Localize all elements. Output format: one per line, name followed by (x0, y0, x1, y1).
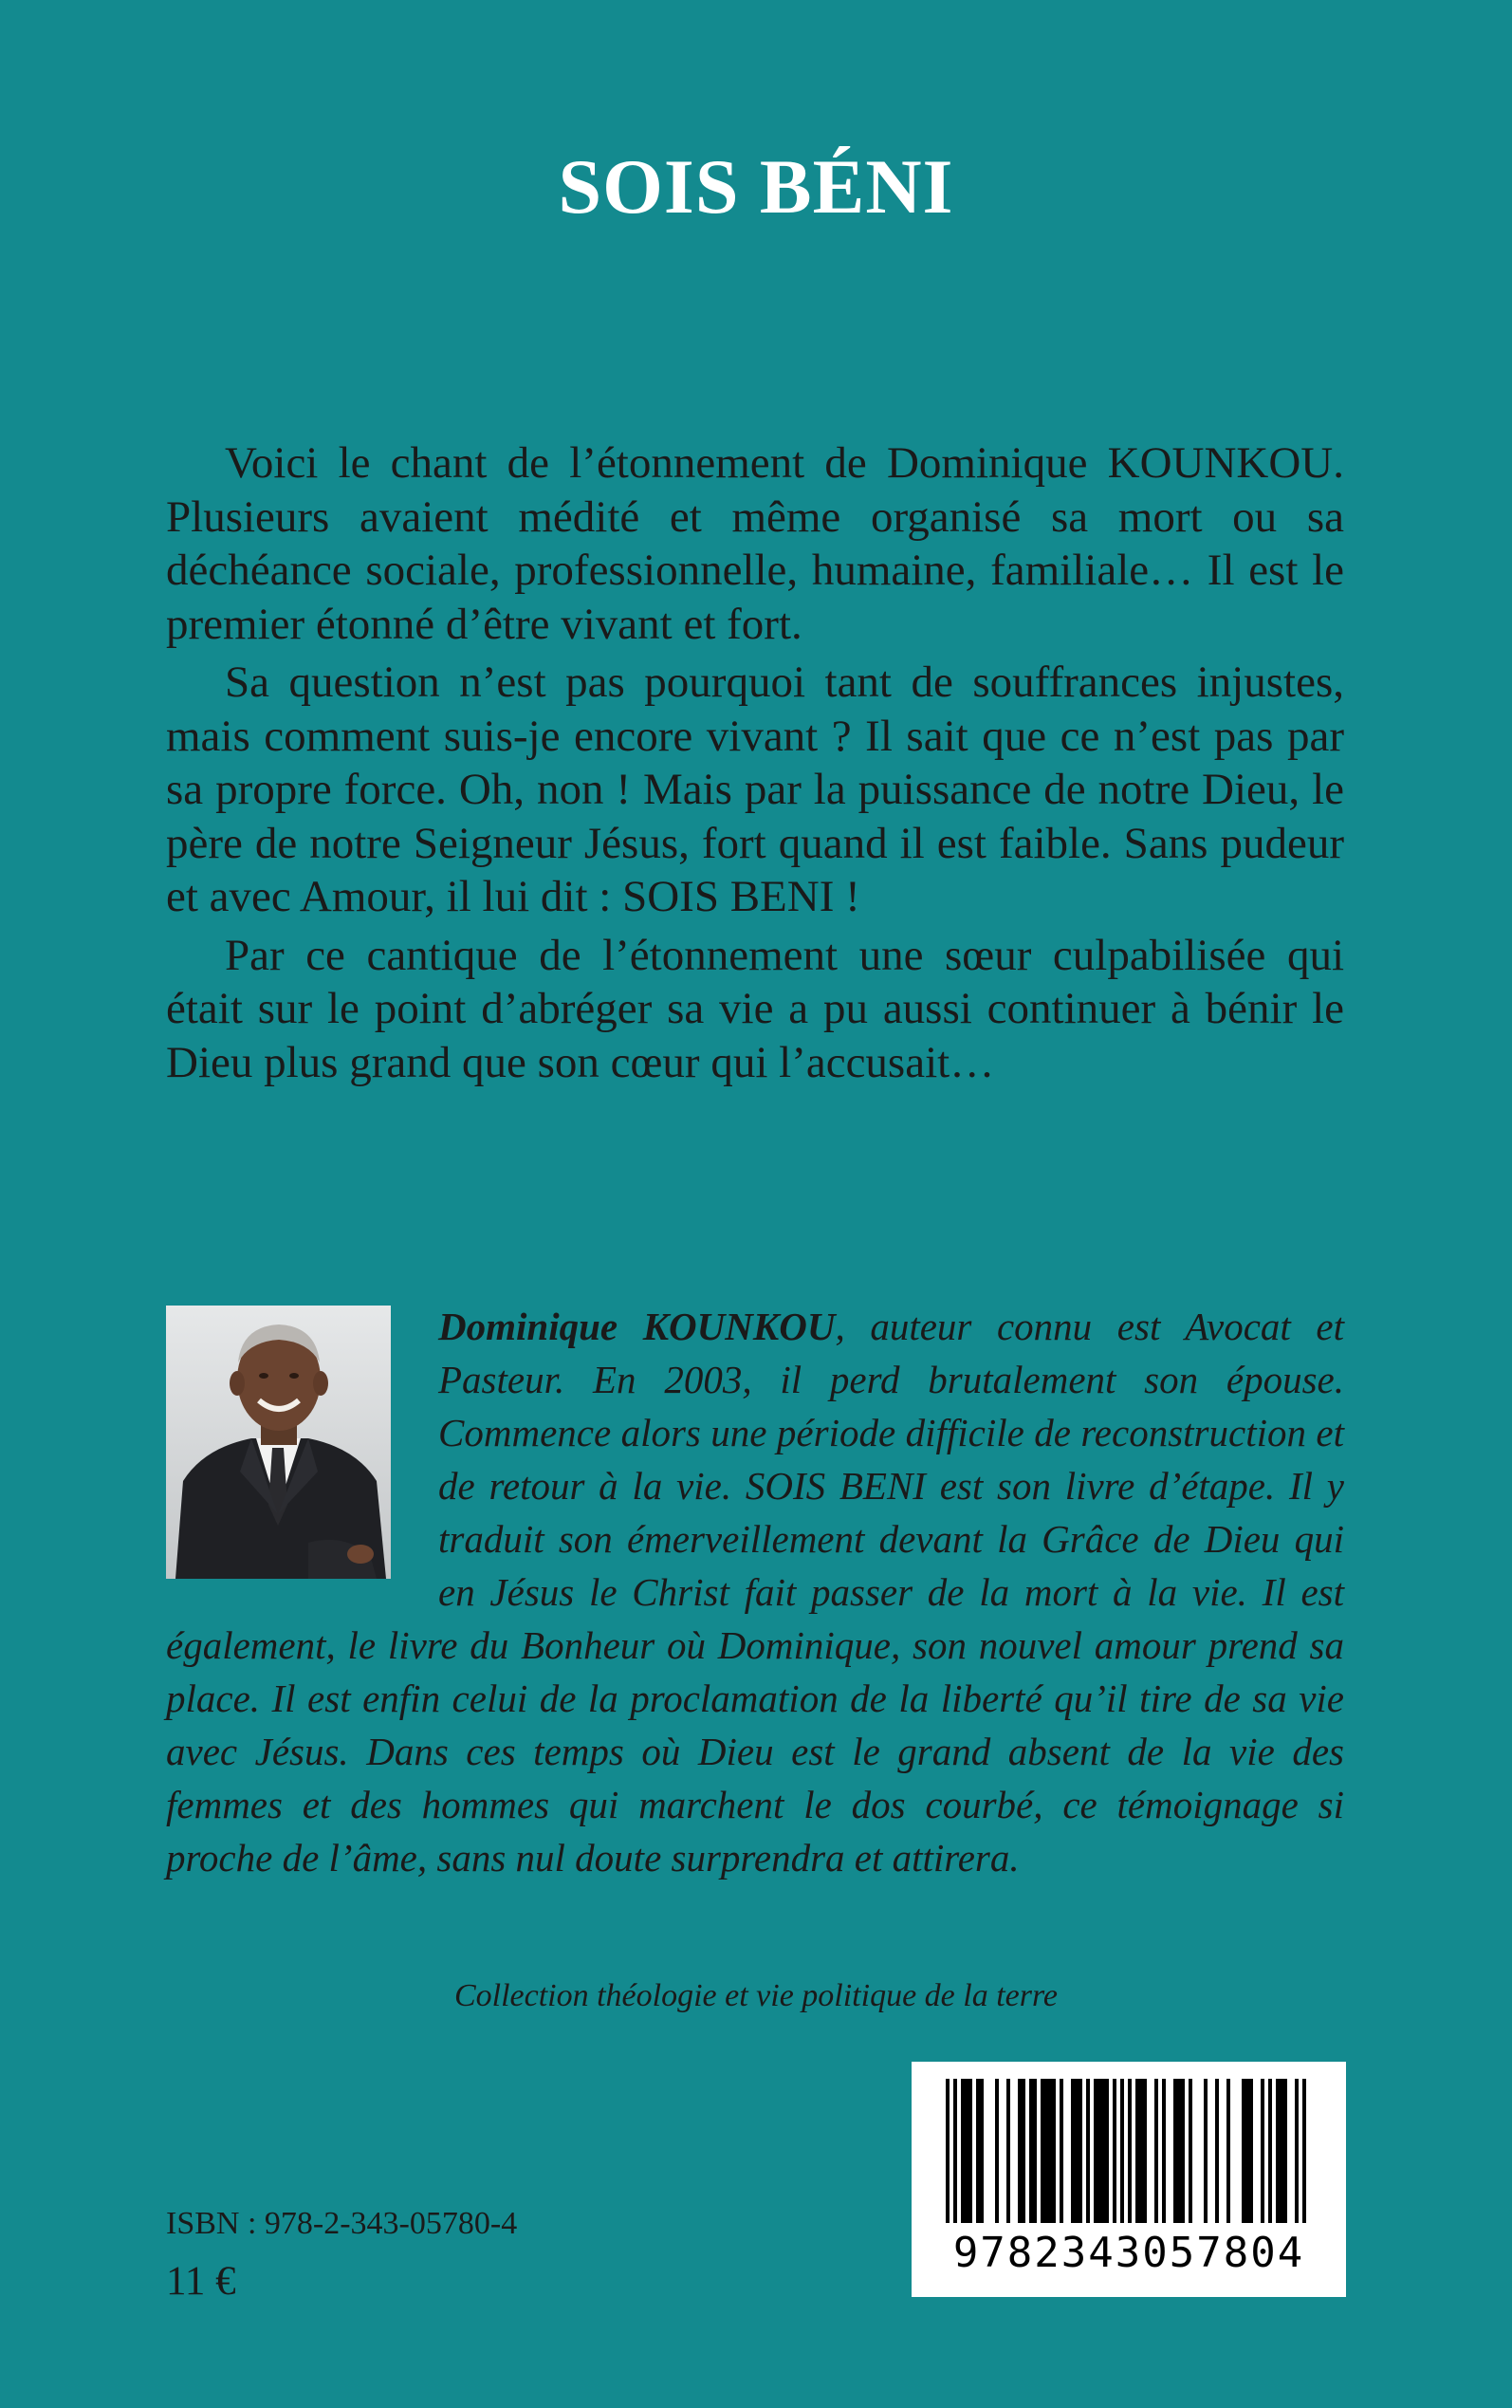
isbn: ISBN : 978-2-343-05780-4 (166, 2206, 518, 2241)
author-photo (166, 1306, 391, 1579)
barcode (912, 2062, 1346, 2297)
barcode-bar (1268, 2079, 1272, 2223)
barcode-bar (1245, 2079, 1249, 2223)
barcode-bar (1242, 2079, 1245, 2223)
author-bio (166, 1300, 1344, 1884)
barcode-bar (1022, 2079, 1025, 2223)
barcode-bar (1143, 2079, 1147, 2223)
collection-name: Collection théologie et vie politique de la terre (453, 1978, 1059, 2013)
barcode-bar (1177, 2079, 1181, 2223)
barcode-digits: 9782343057804 (952, 2229, 1305, 2277)
price: 11 € (166, 2259, 236, 2304)
blurb-paragraph: Sa question n’est pas pourquoi tant de souffrances injustes, mais comment suis-je encore vivant ? Il sait que ce n’est pas par sa propre force. Oh, non ! Mais par la puissance de notre Dieu, le père de notre Seigneur Jésus, fort quand il est faible. Sans pudeur et avec Amour, il lui dit : SOIS BENI ! (166, 658, 1344, 921)
barcode-bar (1052, 2079, 1056, 2223)
barcode-bar (1018, 2079, 1022, 2223)
barcode-bar (1189, 2079, 1192, 2223)
barcode-bar (1295, 2079, 1299, 2223)
barcode-bar (1079, 2079, 1082, 2223)
barcode-bar (1071, 2079, 1075, 2223)
barcode-bar (1029, 2079, 1033, 2223)
barcode-bar (1204, 2079, 1208, 2223)
barcode-bar (946, 2079, 950, 2223)
barcode-bar (965, 2079, 968, 2223)
barcode-bar (1162, 2079, 1166, 2223)
barcode-bar (1048, 2079, 1052, 2223)
barcode-bar (1261, 2079, 1264, 2223)
author-name: Dominique KOUNKOU (438, 1305, 836, 1348)
barcode-bar (1173, 2079, 1177, 2223)
barcode-bar (1280, 2079, 1283, 2223)
barcode-bar (1120, 2079, 1124, 2223)
barcode-bar (1101, 2079, 1105, 2223)
barcode-bar (968, 2079, 972, 2223)
barcode-bar (1086, 2079, 1090, 2223)
barcode-bar (1044, 2079, 1048, 2223)
blurb-paragraph: Par ce cantique de l’étonnement une sœur culpabilisée qui était sur le point d’abréger sa vie a pu aussi continuer à bénir le Dieu plus grand que son cœur qui l’accusait… (166, 930, 1344, 1087)
book-title: SOIS BÉNI (558, 143, 954, 230)
barcode-bar (1215, 2079, 1219, 2223)
barcode-bar (1105, 2079, 1109, 2223)
barcode-bar (1033, 2079, 1037, 2223)
barcode-bar (1060, 2079, 1063, 2223)
barcode-bar (976, 2079, 980, 2223)
barcode-bar (1075, 2079, 1079, 2223)
barcode-bar (995, 2079, 999, 2223)
bio-text: , auteur connu est Avocat et Pasteur. En 2003, il perd brutalement son épouse. Commence alors une période difficile de reconstruction et de retour à la vie. SOIS BENI est son livre d’étape. Il y traduit son émerveillement devant la Grâce de Dieu qui en Jésus le Christ fait passer de la mort à la vie. Il est également, le livre du Bonheur où Dominique, son nouvel amour prend sa place. Il est enfin celui de la proclamation de la liberté qu’il tire de sa vie avec Jésus. Dans ces temps où Dieu est le grand absent de la vie des femmes et des hommes qui marchent le dos courbé, ce témoignage si proche de l’âme, sans nul doute surprendra et attirera. (166, 1305, 1344, 1880)
barcode-bar (1283, 2079, 1287, 2223)
barcode-bar (1302, 2079, 1306, 2223)
barcode-bar (1249, 2079, 1253, 2223)
blurb (166, 436, 1344, 1094)
barcode-bar (1154, 2079, 1158, 2223)
barcode-bar (1094, 2079, 1097, 2223)
barcode-bar (1139, 2079, 1143, 2223)
barcode-bar (961, 2079, 965, 2223)
blurb-paragraph: Voici le chant de l’étonnement de Dominique KOUNKOU. Plusieurs avaient médité et même organisé sa mort ou sa déchéance sociale, professionnelle, humaine, familiale… Il est le premier étonné d’être vivant et fort. (166, 438, 1344, 649)
barcode-bar (1128, 2079, 1132, 2223)
barcode-bar (1041, 2079, 1044, 2223)
barcode-bar (1181, 2079, 1185, 2223)
barcode-bar (1135, 2079, 1139, 2223)
barcode-bar (1113, 2079, 1116, 2223)
barcode-bar (953, 2079, 957, 2223)
barcode-bar (1097, 2079, 1101, 2223)
barcode-bars (912, 2062, 1346, 2232)
barcode-bar (980, 2079, 984, 2223)
barcode-bar (1006, 2079, 1010, 2223)
barcode-bar (1276, 2079, 1280, 2223)
barcode-bar (1226, 2079, 1230, 2223)
author-portrait-illustration (166, 1306, 391, 1579)
